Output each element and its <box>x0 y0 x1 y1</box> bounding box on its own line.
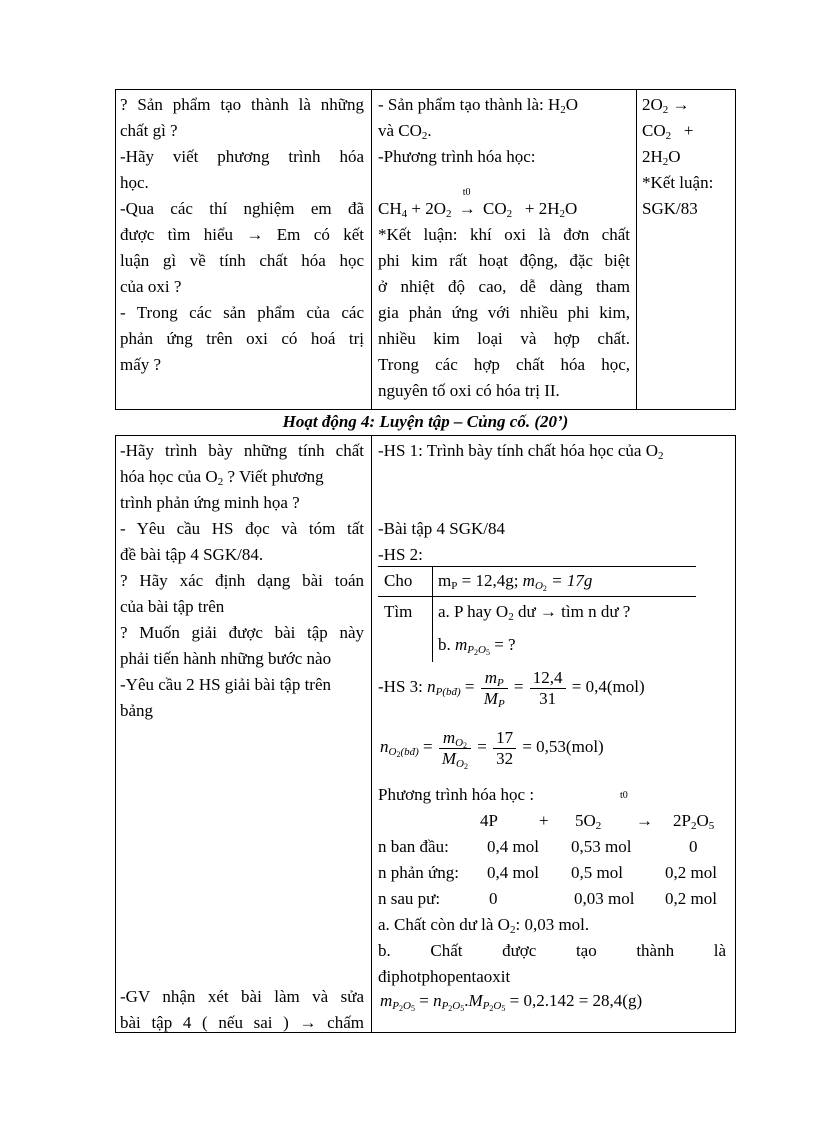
note-line: $CO_2$ + <box>642 121 694 142</box>
phosphorus-eq-o2: $5O_2$ <box>575 811 602 832</box>
teacher-line: -Hãy viết phương trình hóa <box>120 147 364 166</box>
teacher-line: ? Sản phẩm tạo thành là những <box>120 95 364 114</box>
given-box-top <box>378 566 696 567</box>
table-col-divider-1 <box>371 89 372 409</box>
conclusion-line: nhiều kim loại và hợp chất. <box>378 329 630 348</box>
mol-row-label: n ban đầu: <box>378 837 449 856</box>
table-col-divider-2 <box>636 89 637 409</box>
teacher-line: -Yêu cầu 2 HS giải bài tập trên <box>120 675 332 694</box>
note-line: SGK/83 <box>642 199 698 218</box>
note-line: $2O_2$ → <box>642 95 690 116</box>
phosphorus-eq-arrow: → <box>636 811 653 830</box>
table-top-border <box>115 89 736 90</box>
equation-label: -Phương trình hóa học: <box>378 147 536 166</box>
given-box-divider <box>432 566 433 662</box>
teacher-line: đề bài tập 4 SGK/84. <box>120 545 264 564</box>
note-line: $2H_2O$ <box>642 147 681 168</box>
conclusion-line: ở nhiệt độ cao, dễ dàng tham <box>378 277 630 296</box>
phosphorus-eq-4p: 4P <box>480 811 498 830</box>
mol-row-c2: 0,53 mol <box>571 837 632 856</box>
teacher-line: của oxi ? <box>120 277 182 296</box>
phosphorus-eq-plus: + <box>539 811 549 830</box>
activity-heading: Hoạt động 4: Luyện tập – Củng cố. (20’) <box>282 412 569 431</box>
teacher-line: -GV nhận xét bài làm và sửa <box>120 987 364 1006</box>
table2-left-border <box>115 435 116 1033</box>
methane-equation: $CH_4 + 2O_2$ t0 → $CO_2$ + $2H_2O$ <box>378 196 577 222</box>
teacher-line: được tìm hiểu → Em có kết <box>120 225 364 244</box>
mol-row-label: n phản ứng: <box>378 863 459 882</box>
conclusion-line: Trong các hợp chất hóa học, <box>378 355 630 374</box>
teacher-line: -Hãy trình bày những tính chất <box>120 441 364 460</box>
teacher-line: mấy ? <box>120 355 162 374</box>
mol-row-c3: 0 <box>689 837 698 856</box>
temp-label-2: t0 <box>620 790 628 801</box>
find-label: Tìm <box>384 602 413 621</box>
teacher-line: - Trong các sản phẩm của các <box>120 303 364 322</box>
table-left-border <box>115 89 116 409</box>
teacher-line: bài tập 4 ( nếu sai ) → chấm <box>120 1013 364 1032</box>
teacher-line: bảng <box>120 701 154 720</box>
table2-col-divider <box>371 435 372 1033</box>
hs1-line: -HS 1: Trình bày tính chất hóa học của $O_2$ <box>378 441 664 462</box>
teacher-line: của bài tập trên <box>120 597 225 616</box>
teacher-line: hóa học của $O_2$ ? Viết phương <box>120 467 324 488</box>
mol-row-c1: 0,4 mol <box>487 863 539 882</box>
note-line: *Kết luận: <box>642 173 714 192</box>
product-line: - Sản phẩm tạo thành là: $H_2O$ <box>378 95 579 116</box>
teacher-line: chất gì ? <box>120 121 178 140</box>
conclusion-line: gia phản ứng với nhiều phi kim, <box>378 303 630 322</box>
conclusion-line: phi kim rất hoạt động, đặc biệt <box>378 251 630 270</box>
hs3-calculation: -HS 3: $n_{P(bđ)}$ = $\frac{m_P}{M_P}$ = $\frac{12,4}{31}$ = 0,4(mol) <box>378 667 645 710</box>
teacher-line: -Qua các thí nghiệm em đã <box>120 199 364 218</box>
exercise-line: -Bài tập 4 SGK/84 <box>378 519 506 538</box>
teacher-line: học. <box>120 173 149 192</box>
teacher-line: phản ứng trên oxi có hoá trị <box>120 329 364 348</box>
find-a: a. P hay $O_2$ dư → tìm n dư ? <box>438 602 631 623</box>
phosphorus-eq-product: $2P_2O_5$ <box>673 811 715 832</box>
table2-right-border <box>735 435 736 1033</box>
given-label: Cho <box>384 571 413 590</box>
mol-row-c3: 0,2 mol <box>665 863 717 882</box>
find-b: b. $m_{P_2O_5}$ = ? <box>438 635 516 657</box>
final-equation: $m_{P_2O_5} = n_{P_2O_5}.M_{P_2O_5} = 0,2.142 = 28,4(g)$ <box>380 991 643 1013</box>
equation-label-2: Phương trình hóa học : <box>378 785 535 804</box>
given-values: $m_P = 12,4g$; $m_{O_2} = 17g$ <box>438 571 593 593</box>
teacher-line: phải tiến hành những bước nào <box>120 649 332 668</box>
fraction-mo2-over-Mo2: $\frac{m_{O_2}}{M_{O_2}}$ <box>439 728 471 769</box>
conclusion-line: *Kết luận: khí oxi là đơn chất <box>378 225 630 244</box>
answer-b-2: điphotphopentaoxit <box>378 967 511 986</box>
product-line-2: và $CO_2$. <box>378 121 432 142</box>
mol-row-label: n sau pư: <box>378 889 441 908</box>
teacher-line: luận gì về tính chất hóa học <box>120 251 364 270</box>
fraction-mp-over-Mp: $\frac{m_P}{M_P}$ <box>481 668 508 709</box>
teacher-line: ? Muốn giải được bài tập này <box>120 623 364 642</box>
teacher-line: trình phản ứng minh họa ? <box>120 493 300 512</box>
mol-row-c3: 0,2 mol <box>665 889 717 908</box>
mol-row-c2: 0,5 mol <box>571 863 623 882</box>
teacher-line: ? Hãy xác định dạng bài toán <box>120 571 364 590</box>
temperature-label: t0 <box>462 187 471 198</box>
fraction-numeric-o2: $\frac{17}{32}$ <box>493 728 516 769</box>
given-box-mid <box>378 596 696 597</box>
answer-a: a. Chất còn dư là $O_2$: 0,03 mol. <box>378 915 590 936</box>
mol-row-c1: 0 <box>489 889 498 908</box>
mol-row-c2: 0,03 mol <box>574 889 635 908</box>
row-divider-section2 <box>115 435 736 436</box>
hs2-line: -HS 2: <box>378 545 423 564</box>
answer-b: b. Chất được tạo thành là <box>378 941 726 960</box>
mol-row-c1: 0,4 mol <box>487 837 539 856</box>
conclusion-line: nguyên tố oxi có hóa trị II. <box>378 381 560 400</box>
o2-calculation: $n_{O_2(bđ)}$ = $\frac{m_{O_2}}{M_{O_2}}$ = $\frac{17}{32}$ = 0,53(mol) <box>380 727 604 771</box>
fraction-numeric: $\frac{12,4}{31}$ <box>530 668 566 709</box>
teacher-line: - Yêu cầu HS đọc và tóm tất <box>120 519 364 538</box>
table-right-border <box>735 89 736 409</box>
